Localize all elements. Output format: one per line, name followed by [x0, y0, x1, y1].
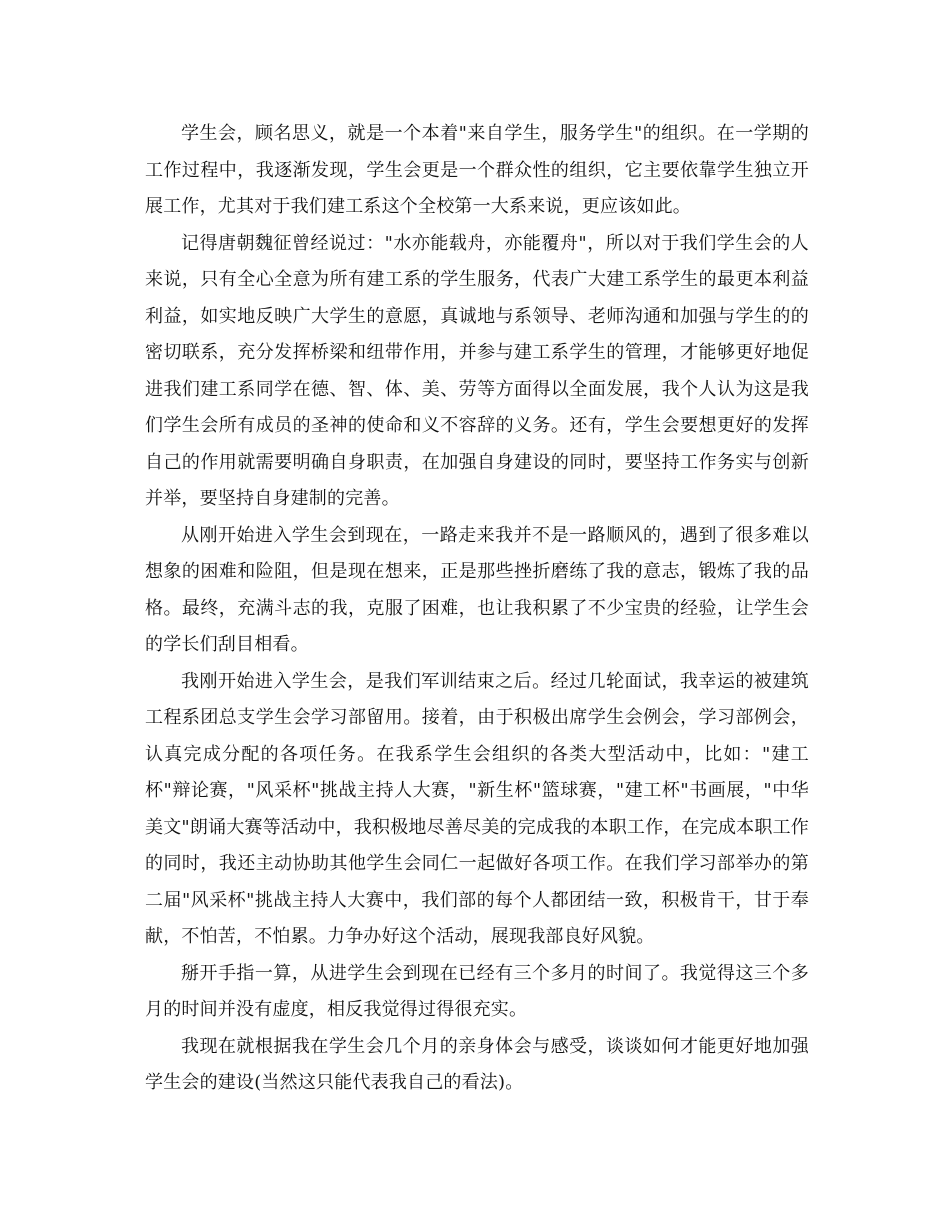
paragraph: 记得唐朝魏征曾经说过："水亦能载舟，亦能覆舟"，所以对于我们学生会的人来说，只有全心全意为所有建工系的学生服务，代表广大建工系学生的最更本利益利益，如实地反映广大学生的意愿，真诚地与系领导、老师沟通和加强与学生的的密切联系，充分发挥桥梁和纽带作用，并参与建工系学生的管理，才能够更好地促进我们建工系同学在德、智、体、美、劳等方面得以全面发展，我个人认为这是我们学生会所有成员的圣神的使命和义不容辞的义务。还有，学生会要想更好的发挥自己的作用就需要明确自身职责，在加强自身建设的同时，要坚持工作务实与创新并举，要坚持自身建制的完善。: [145, 232, 809, 509]
paragraph: 学生会，顾名思义，就是一个本着"来自学生，服务学生"的组织。在一学期的工作过程中，我逐渐发现，学生会更是一个群众性的组织，它主要依靠学生独立开展工作，尤其对于我们建工系这个全校第一大系来说，更应该如此。: [145, 123, 809, 217]
document-body: [145, 116, 809, 1102]
paragraph: 我现在就根据我在学生会几个月的亲身体会与感受，谈谈如何才能更好地加强学生会的建设(当然这只能代表我自己的看法)。: [145, 1035, 809, 1093]
paragraph: 从刚开始进入学生会到现在，一路走来我并不是一路顺风的，遇到了很多难以想象的困难和险阻，但是现在想来，正是那些挫折磨练了我的意志，锻炼了我的品格。最终，充满斗志的我，克服了困难，也让我积累了不少宝贵的经验，让学生会的学长们刮目相看。: [145, 524, 809, 655]
paragraph: 我刚开始进入学生会，是我们军训结束之后。经过几轮面试，我幸运的被建筑工程系团总支学生会学习部留用。接着，由于积极出席学生会例会，学习部例会，认真完成分配的各项任务。在我系学生会组织的各类大型活动中，比如："建工杯"辩论赛，"风采杯"挑战主持人大赛，"新生杯"篮球赛，"建工杯"书画展，"中华美文"朗诵大赛等活动中，我积极地尽善尽美的完成我的本职工作，在完成本职工作的同时，我还主动协助其他学生会同仁一起做好各项工作。在我们学习部举办的第二届"风采杯"挑战主持人大赛中，我们部的每个人都团结一致，积极肯干，甘于奉献，不怕苦，不怕累。力争办好这个活动，展现我部良好风貌。: [145, 670, 809, 947]
paragraph: 掰开手指一算，从进学生会到现在已经有三个多月的时间了。我觉得这三个多月的时间并没有虚度，相反我觉得过得很充实。: [145, 962, 809, 1020]
